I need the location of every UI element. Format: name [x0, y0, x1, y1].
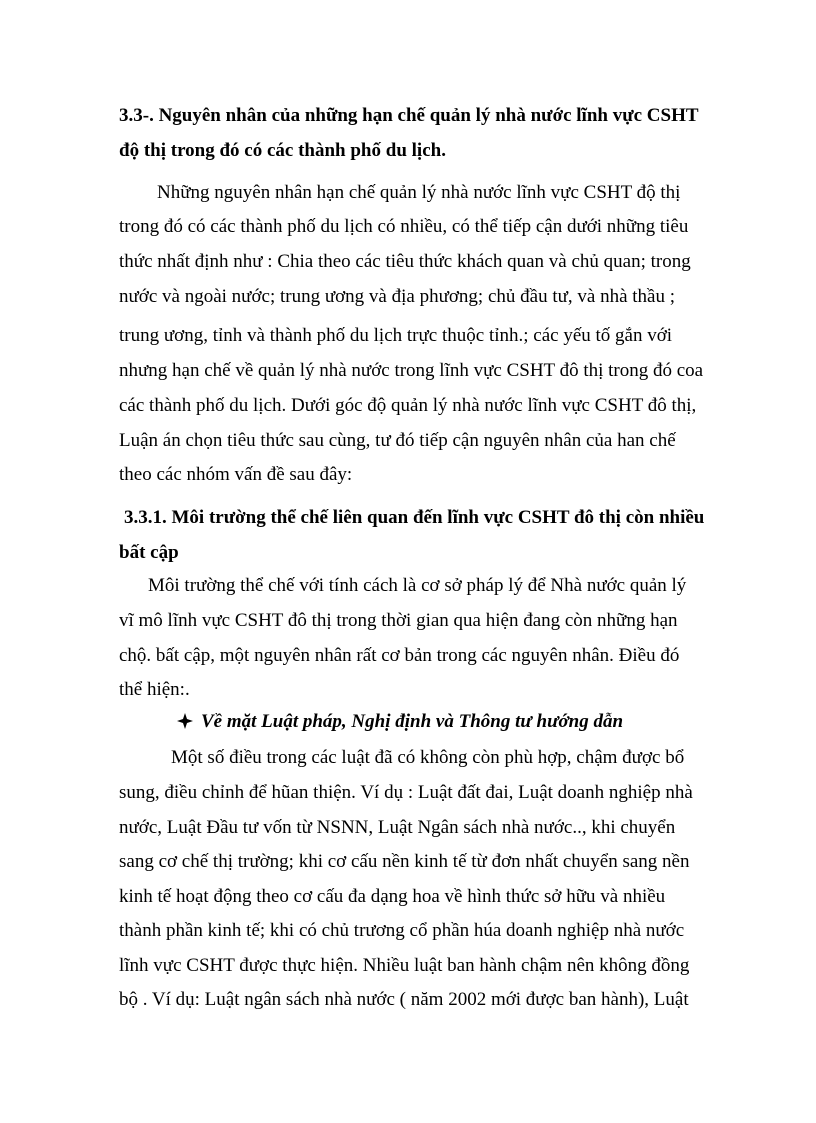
paragraph-1-line-7: các thành phố du lịch. Dưới góc độ quản lý nhà nước lĩnh vực CSHT đô thị,	[119, 395, 697, 416]
paragraph-3-line-3: nước, Luật Đầu tư vốn từ NSNN, Luật Ngân sách nhà nước.., khi chuyển	[119, 817, 676, 838]
subsection-heading-line-1: 3.3.1. Môi trường thể chế liên quan đến lĩnh vực CSHT đô thị còn nhiều	[124, 507, 705, 528]
paragraph-3-line-5: kinh tế hoạt động theo cơ cấu đa dạng hoa về hình thức sở hữu và nhiều	[119, 886, 666, 907]
paragraph-2-line-2: vĩ mô lĩnh vực CSHT đô thị trong thời gian qua hiện đang còn những hạn	[119, 610, 678, 631]
paragraph-3-line-6: thành phần kinh tế; khi có chủ trương cổ phần húa doanh nghiệp nhà nước	[119, 920, 685, 941]
paragraph-1-line-9: theo các nhóm vấn đề sau đây:	[119, 464, 353, 485]
paragraph-1-line-3: thức nhất định như : Chia theo các tiêu thức khách quan và chủ quan; trong	[119, 251, 691, 272]
paragraph-3-line-4: sang cơ chế thị trường; khi cơ cấu nền kinh tế từ đơn nhất chuyển sang nền	[119, 851, 690, 872]
paragraph-3-line-8: bộ . Ví dụ: Luật ngân sách nhà nước ( năm 2002 mới được ban hành), Luật	[119, 989, 689, 1010]
section-heading-line-1: 3.3-. Nguyên nhân của những hạn chế quản lý nhà nước lĩnh vực CSHT	[119, 105, 699, 126]
diamond-bullet-icon	[177, 713, 193, 729]
paragraph-1-line-1: Những nguyên nhân hạn chế quản lý nhà nước lĩnh vực CSHT độ thị	[157, 182, 681, 203]
paragraph-2-line-4: thể hiện:.	[119, 679, 190, 700]
paragraph-3-line-1: Một số điều trong các luật đã có không còn phù hợp, chậm được bổ	[171, 747, 685, 768]
section-heading-line-2: độ thị trong đó có các thành phố du lịch.	[119, 140, 446, 161]
paragraph-1-line-2: trong đó có các thành phố du lịch có nhiều, có thể tiếp cận dưới những tiêu	[119, 216, 689, 237]
paragraph-2-line-3: chộ. bất cập, một nguyên nhân rất cơ bản trong các nguyên nhân. Điều đó	[119, 645, 680, 666]
paragraph-1-line-4: nước và ngoài nước; trung ương và địa phương; chủ đầu tư, và nhà thầu ;	[119, 286, 676, 307]
paragraph-1-line-8: Luận án chọn tiêu thức sau cùng, tư đó tiếp cận nguyên nhân của han chế	[119, 430, 676, 451]
paragraph-3-line-2: sung, điều chỉnh để hũan thiện. Ví dụ : Luật đất đai, Luật doanh nghiệp nhà	[119, 782, 693, 803]
paragraph-3-line-7: lĩnh vực CSHT được thực hiện. Nhiều luật ban hành chậm nên không đồng	[119, 955, 690, 976]
bullet-heading	[177, 710, 623, 734]
paragraph-1-line-5: trung ương, tỉnh và thành phố du lịch trực thuộc tỉnh.; các yếu tố gắn với	[119, 325, 673, 346]
paragraph-1-line-6: nhưng hạn chế về quản lý nhà nước trong lĩnh vực CSHT đô thị trong đó coa	[119, 360, 704, 381]
paragraph-2-line-1: Môi trường thể chế với tính cách là cơ sở pháp lý để Nhà nước quản lý	[148, 575, 687, 596]
bullet-heading-text: Về mặt Luật pháp, Nghị định và Thông tư hướng dẫn	[201, 711, 624, 732]
subsection-heading-line-2: bất cập	[119, 542, 179, 563]
